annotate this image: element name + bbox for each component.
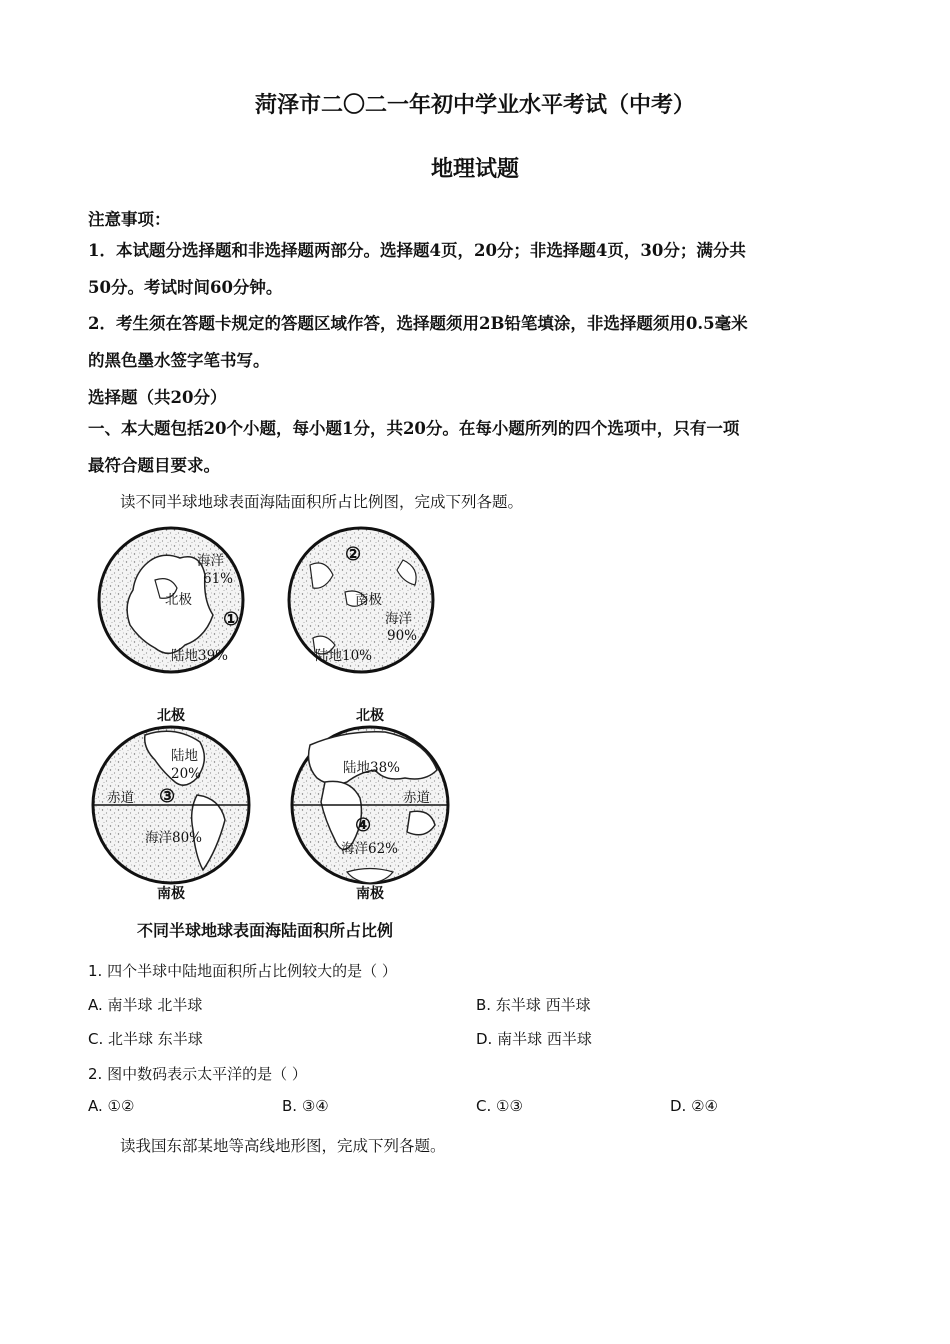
globe-3-north-label: 北极: [157, 708, 185, 724]
globe-1-land-label: 陆地39%: [171, 648, 229, 664]
contour-intro: 读我国东部某地等高线地形图，完成下列各题。: [120, 1137, 446, 1155]
option-letter: A.: [88, 996, 103, 1014]
section-instructions-line-1: 一、本大题包括20个小题，每小题1分，共20分。在每小题所列的四个选项中，只有一项: [88, 419, 740, 438]
globe-3: [93, 707, 249, 902]
globe-2-ocean-label: 海洋: [385, 611, 412, 627]
exam-title: 菏泽市二〇二一年初中学业水平考试（中考）: [254, 92, 695, 118]
globe-3-land-label: 陆地: [171, 748, 198, 764]
notes-item-1-line-1: 1．本试题分选择题和非选择题两部分。选择题4页，20分；非选择题4页，30分；满分共: [88, 241, 746, 260]
question-1-option-a[interactable]: [88, 994, 202, 1015]
question-1-option-c[interactable]: [88, 1028, 203, 1049]
notes-item-2-line-2: 的黑色墨水签字笔书写。: [88, 351, 270, 370]
option-text: ①③: [496, 1097, 523, 1115]
globe-2: [289, 528, 433, 672]
option-letter: D.: [670, 1097, 687, 1115]
globe-4-ocean-label: 海洋62%: [341, 841, 399, 857]
option-letter: D.: [476, 1030, 493, 1048]
notes-item-2: [88, 305, 858, 379]
question-2-option-c[interactable]: [476, 1097, 523, 1115]
option-letter: C.: [88, 1030, 104, 1048]
option-letter: A.: [88, 1097, 103, 1115]
globe-1-ocean-label: 海洋: [197, 553, 224, 569]
question-1-option-b[interactable]: [476, 994, 591, 1015]
option-text: 东半球 西半球: [495, 996, 591, 1014]
globe-1-number: ①: [223, 609, 240, 630]
option-text: 北半球 东半球: [108, 1030, 203, 1048]
section-heading: 选择题（共20分）: [88, 388, 227, 407]
exam-subtitle: 地理试题: [430, 156, 519, 182]
globe-4: [292, 707, 448, 902]
figure-intro: 读不同半球地球表面海陆面积所占比例图，完成下列各题。: [120, 493, 524, 511]
globe-4-north-label: 北极: [356, 708, 384, 724]
option-text: ②④: [691, 1097, 719, 1115]
option-text: ①②: [107, 1097, 135, 1115]
option-letter: B.: [476, 996, 492, 1014]
question-1-option-d[interactable]: [476, 1028, 592, 1049]
notes-item-1: [88, 232, 858, 306]
globe-2-land-label: 陆地10%: [315, 648, 373, 664]
question-2-option-b[interactable]: [282, 1097, 329, 1115]
option-text: 南半球 北半球: [107, 996, 203, 1014]
section-instructions-line-2: 最符合题目要求。: [88, 456, 220, 475]
notes-heading: 注意事项：: [88, 210, 171, 229]
hemispheres-figure: [85, 520, 465, 950]
globe-3-south-label: 南极: [157, 886, 185, 902]
question-2: [88, 1063, 307, 1084]
figure-caption: 不同半球地球表面海陆面积所占比例: [136, 921, 394, 940]
globe-2-number: ②: [345, 544, 362, 565]
question-1: [88, 960, 397, 981]
globe-4-land-label: 陆地38%: [343, 760, 401, 776]
question-2-number: 2.: [88, 1065, 103, 1083]
question-2-option-d[interactable]: [670, 1097, 718, 1115]
globe-1: [99, 528, 243, 672]
globe-3-land-pct: 20%: [171, 766, 202, 782]
globe-1-ocean-pct: 61%: [203, 571, 234, 587]
globe-4-south-label: 南极: [356, 886, 384, 902]
question-1-number: 1.: [88, 962, 103, 980]
notes-item-2-line-1: 2．考生须在答题卡规定的答题区域作答，选择题须用2B铅笔填涂，非选择题须用0.5毫米: [88, 314, 748, 333]
option-letter: C.: [476, 1097, 492, 1115]
globe-4-equator-label: 赤道: [403, 790, 430, 806]
notes-item-1-line-2: 50分。考试时间60分钟。: [88, 278, 283, 297]
globe-4-number: ④: [355, 815, 372, 836]
globe-2-ocean-pct: 90%: [387, 628, 418, 644]
globe-3-ocean-label: 海洋80%: [145, 830, 203, 846]
globe-3-equator-label: 赤道: [107, 790, 134, 806]
globe-3-number: ③: [159, 786, 176, 807]
question-2-stem: 图中数码表示太平洋的是（ ）: [107, 1065, 307, 1083]
question-1-stem: 四个半球中陆地面积所占比例较大的是（ ）: [107, 962, 397, 980]
globe-1-pole-label: 北极: [165, 592, 192, 608]
option-text: 南半球 西半球: [497, 1030, 592, 1048]
option-text: ③④: [301, 1097, 329, 1115]
question-2-option-a[interactable]: [88, 1097, 134, 1115]
section-instructions: [88, 410, 858, 484]
globe-2-pole-label: 南极: [355, 592, 382, 608]
option-letter: B.: [282, 1097, 298, 1115]
